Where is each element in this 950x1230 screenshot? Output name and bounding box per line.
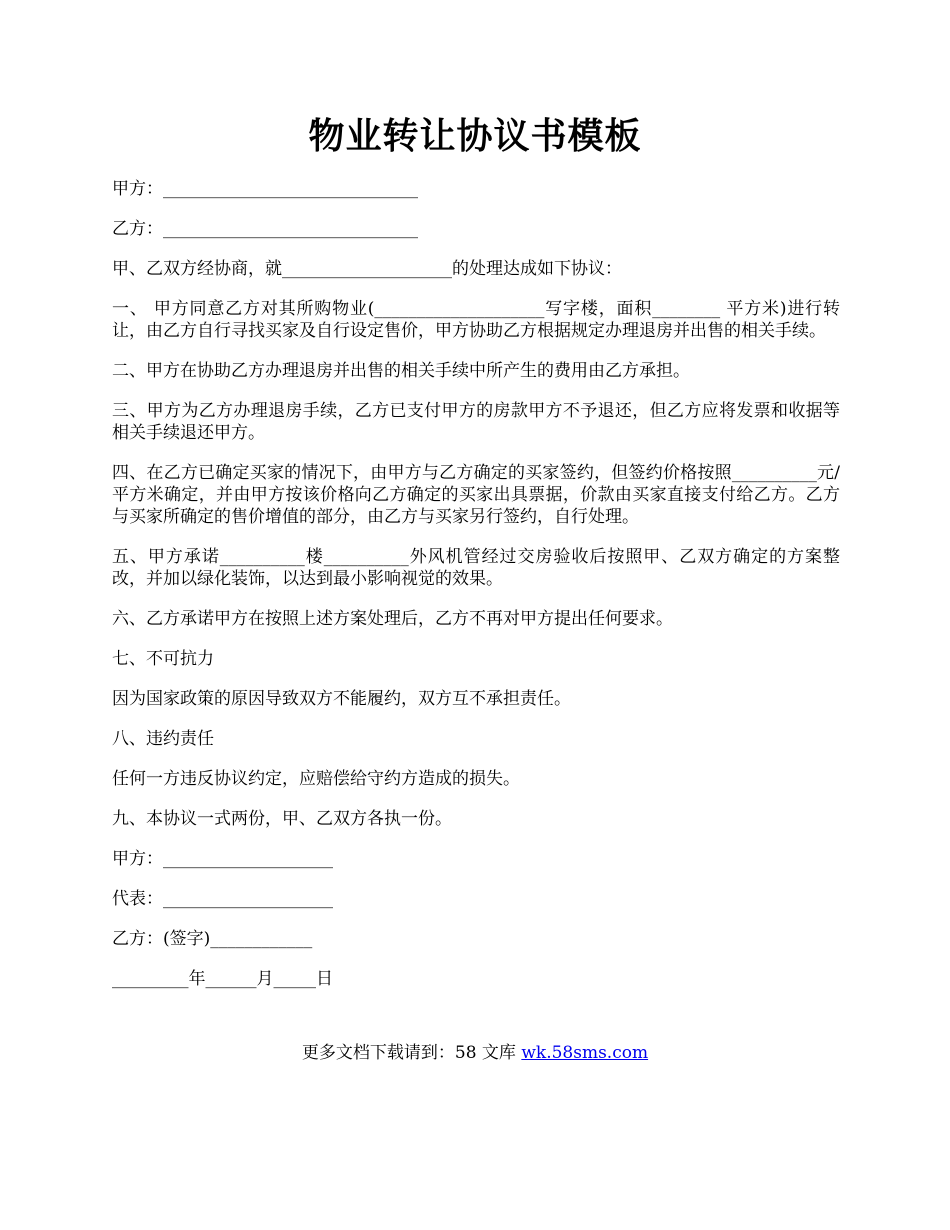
clause-5: 五、甲方承诺__________楼__________外风机管经过交房验收后按照甲、乙双方确定的方案整改，并加以绿化装饰，以达到最小影响视觉的效果。 [112,547,840,589]
signature-date: _________年______月_____日 [112,969,333,989]
footer [0,1041,950,1065]
document-title: 物业转让协议书模板 [308,115,642,157]
signature-representative: 代表：____________________ [112,889,333,909]
signature-party-b: 乙方：(签字)____________ [112,929,313,949]
party-a-line: 甲方：______________________________ [112,179,418,199]
clause-2: 二、甲方在协助乙方办理退房并出售的相关手续中所产生的费用由乙方承担。 [112,361,690,381]
intro-paragraph: 甲、乙双方经协商，就____________________的处理达成如下协议： [112,259,622,279]
clause-1: 一、 甲方同意乙方对其所购物业(____________________写字楼，面积________ 平方米)进行转让，由乙方自行寻找买家及自行设定售价，甲方协助乙方根据规定办理退房并出售的相关手续。 [112,299,840,341]
party-b-line: 乙方：______________________________ [112,219,418,239]
footer-link[interactable]: wk.58sms.com [521,1043,649,1063]
clause-9: 九、本协议一式两份，甲、乙双方各执一份。 [112,809,452,829]
clause-6: 六、乙方承诺甲方在按照上述方案处理后，乙方不再对甲方提出任何要求。 [112,609,673,629]
clause-7-heading: 七、不可抗力 [112,649,214,669]
signature-party-a: 甲方：____________________ [112,849,333,869]
clause-8-heading: 八、违约责任 [112,729,214,749]
document-body [112,178,840,1008]
clause-4: 四、在乙方已确定买家的情况下，由甲方与乙方确定的买家签约，但签约价格按照__________元/平方米确定，并由甲方按该价格向乙方确定的买家出具票据，价款由买家直接支付给乙方。乙方与买家所确定的售价增值的部分，由乙方与买家另行签约，自行处理。 [112,463,840,527]
clause-3: 三、甲方为乙方办理退房手续，乙方已支付甲方的房款甲方不予退还，但乙方应将发票和收据等相关手续退还甲方。 [112,401,840,443]
footer-text: 更多文档下载请到：58 文库 [301,1043,522,1063]
clause-7-text: 因为国家政策的原因导致双方不能履约，双方互不承担责任。 [112,689,571,709]
clause-8-text: 任何一方违反协议约定，应赔偿给守约方造成的损失。 [112,769,520,789]
